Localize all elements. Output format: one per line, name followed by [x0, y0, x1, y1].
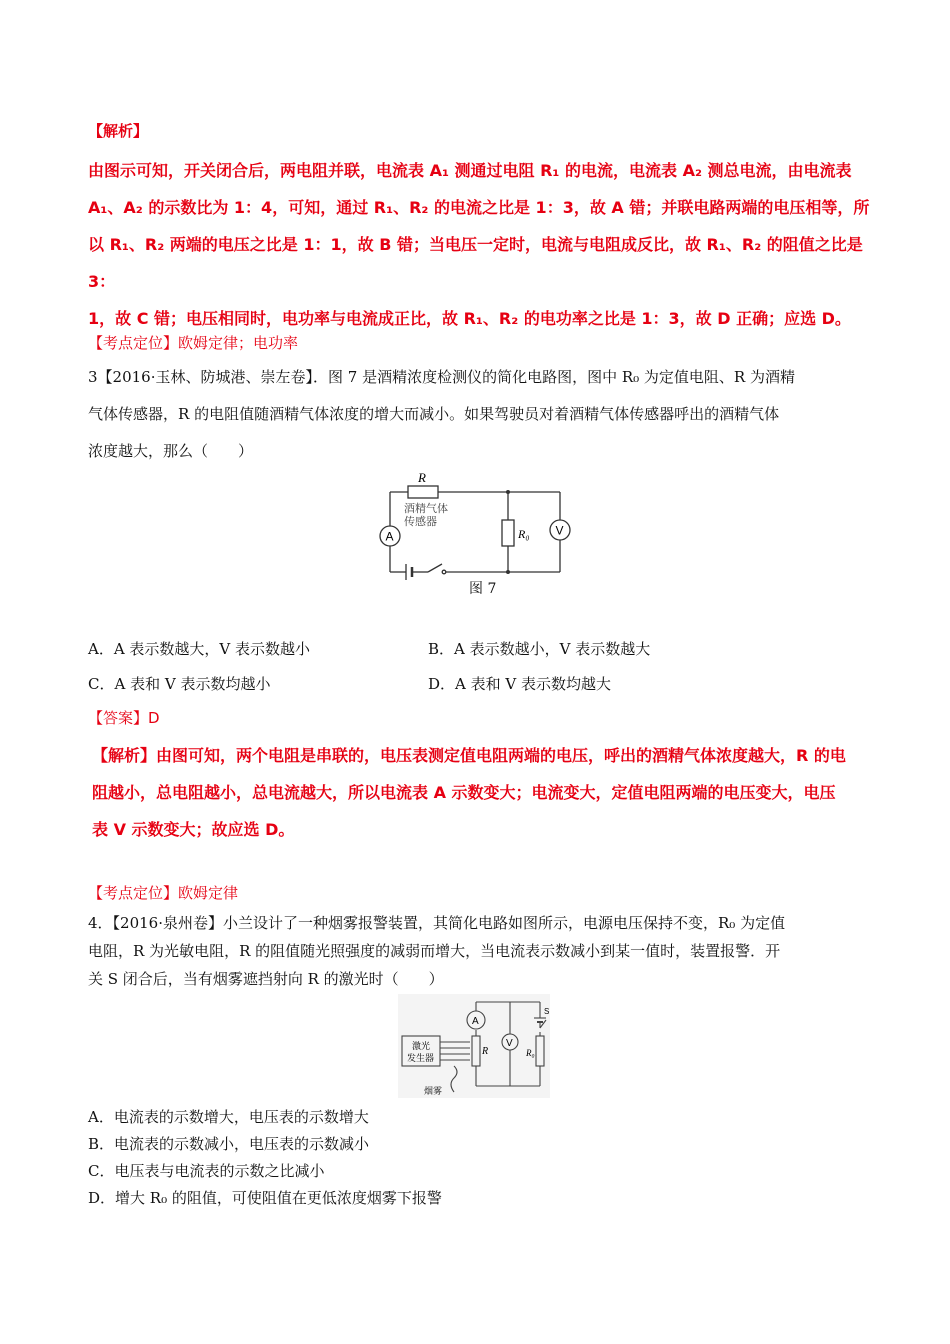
analysis-line: A₁、A₂ 的示数比为 1：4，可知，通过 R₁、R₂ 的电流之比是 1：3，故 A 错；并联电路两端的电压相等，所 — [88, 198, 870, 217]
laser-label: 激光 — [412, 1042, 431, 1052]
smoke-label: 烟雾 — [424, 1087, 443, 1097]
q3-option-a: A．A 表示数越大，V 表示数越小 — [88, 640, 311, 658]
question-3-line: 气体传感器，R 的电阻值随酒精气体浓度的增大而减小。如果驾驶员对着酒精气体传感器呼出的酒精气体 — [88, 405, 780, 423]
laser-label: 发生器 — [407, 1054, 435, 1064]
fig7-sensor-label: 酒精气体 — [404, 502, 448, 515]
topic-label: 【考点定位】欧姆定律；电功率 — [88, 334, 299, 352]
analysis-line: 由图示可知，开关闭合后，两电阻并联，电流表 A₁ 测通过电阻 R₁ 的电流，电流表 A₂ 测总电流，由电流表 — [88, 161, 852, 180]
topic-label: 【考点定位】欧姆定律 — [88, 884, 239, 902]
question-4-line: 电阻，R 为光敏电阻，R 的阻值随光照强度的减弱而增大，当电流表示数减小到某一值时，装置报警．开 — [88, 942, 781, 960]
q3-option-c: C．A 表和 V 表示数均越小 — [88, 675, 271, 693]
q4-option-a: A．电流表的示数增大，电压表的示数增大 — [88, 1108, 369, 1126]
q3-option-d: D．A 表和 V 表示数均越大 — [428, 675, 611, 693]
fig-r0-label: R₀ — [526, 1048, 535, 1058]
analysis-line: 以 R₁、R₂ 两端的电压之比是 1：1，故 B 错；当电压一定时，电流与电阻成反比，故 R₁、R₂ 的阻值之比是 3： — [88, 235, 863, 291]
circuit-diagram-smoke-alarm — [398, 994, 550, 1098]
fig-voltmeter-label: V — [506, 1038, 513, 1049]
q3-analysis-paragraph — [92, 737, 882, 848]
analysis-line: 表 V 示数变大；故应选 D。 — [92, 820, 295, 839]
fig7-ammeter-label: A — [385, 529, 394, 544]
fig7-sensor-label: 传感器 — [404, 515, 437, 528]
fig-switch-label: S — [544, 1007, 550, 1016]
sensor-resistor — [408, 486, 438, 498]
question-3-line: 3【2016·玉林、防城港、崇左卷】．图 7 是酒精浓度检测仪的简化电路图，图中 R₀ 为定值电阻、R 为酒精 — [88, 368, 795, 386]
fig7-voltmeter-label: V — [555, 523, 564, 538]
q4-option-b: B．电流表的示数减小，电压表的示数减小 — [88, 1135, 370, 1153]
fig7-r0-label: R₀ — [518, 527, 530, 541]
analysis-line: 1，故 C 错；电压相同时，电功率与电流成正比，故 R₁、R₂ 的电功率之比是 1：3，故 D 正确；应选 D。 — [88, 309, 851, 328]
r0-resistor — [502, 520, 514, 546]
question-3-line: 浓度越大，那么（ ） — [88, 442, 254, 460]
analysis-paragraph — [88, 152, 878, 337]
q3-option-b: B．A 表示数越小，V 表示数越大 — [428, 640, 651, 658]
fig7-caption: 图 7 — [469, 581, 497, 597]
fig-r-label: R — [482, 1046, 489, 1057]
question-4-line: 关 S 闭合后，当有烟雾遮挡射向 R 的激光时（ ） — [88, 970, 444, 988]
analysis-label: 【解析】 — [88, 122, 149, 140]
q4-option-d: D．增大 R₀ 的阻值，可使阻值在更低浓度烟雾下报警 — [88, 1189, 442, 1207]
analysis-line: 【解析】由图可知，两个电阻是串联的，电压表测定值电阻两端的电压，呼出的酒精气体浓度越大，R 的电 — [92, 746, 846, 765]
q4-option-c: C．电压表与电流表的示数之比减小 — [88, 1162, 325, 1180]
fig-ammeter-label: A — [472, 1016, 479, 1027]
question-4-line: 4．【2016·泉州卷】小兰设计了一种烟雾报警装置，其简化电路如图所示，电源电压保持不变，R₀ 为定值 — [88, 914, 786, 932]
circuit-diagram-fig7 — [370, 468, 580, 584]
fig7-r-label: R — [418, 470, 426, 485]
answer-label: 【答案】D — [88, 709, 160, 727]
switch — [428, 564, 442, 572]
analysis-line: 阻越小，总电阻越小，总电流越大，所以电流表 A 示数变大；电流变大，定值电阻两端的电压变大，电压 — [92, 783, 836, 802]
